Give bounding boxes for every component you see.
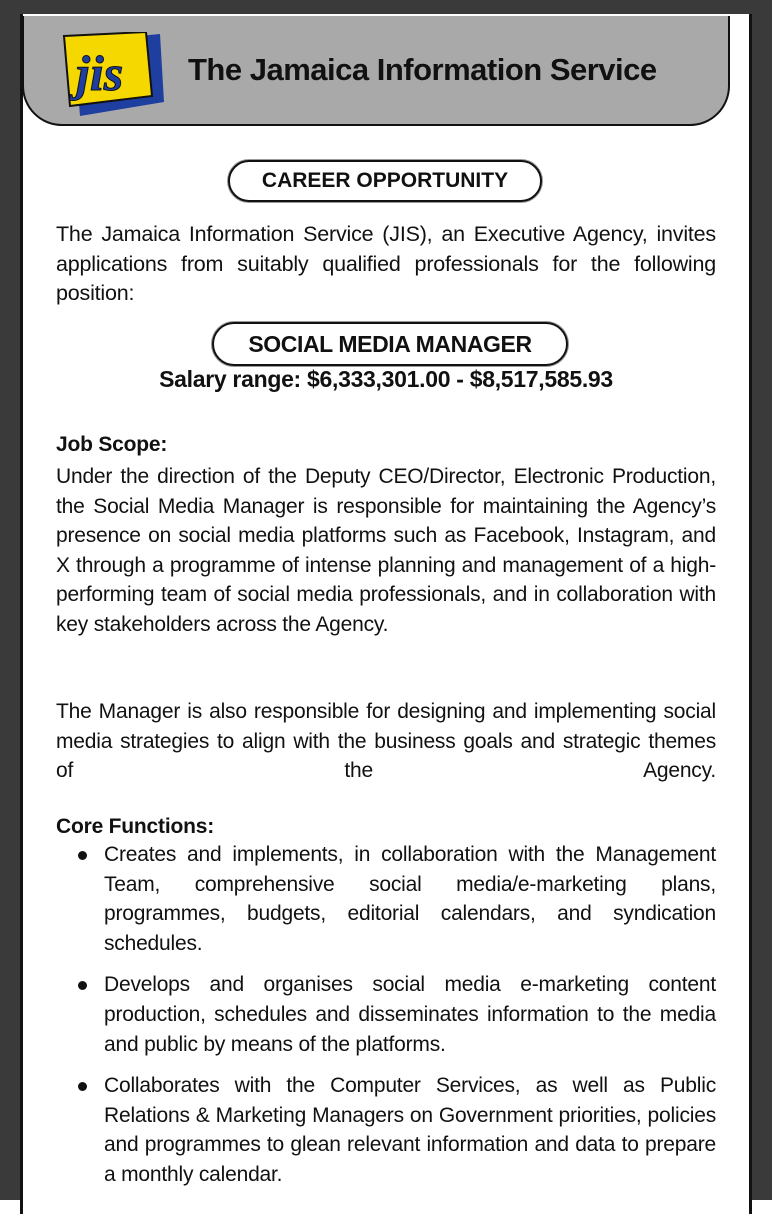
- manager-responsibility-paragraph: The Manager is also responsible for designing and implementing social media strategies to align with the business goals and strategic themes of the Agency.: [56, 700, 716, 783]
- intro-paragraph: The Jamaica Information Service (JIS), an Executive Agency, invites applications from suitably qualified professionals for the following position:: [56, 222, 716, 306]
- jis-logo: [60, 32, 168, 118]
- core-functions-list: [56, 840, 716, 1202]
- list-item: Creates and implements, in collaboration with the Management Team, comprehensive social media/e-marketing plans, programmes, budgets, editorial calendars, and syndication schedules.: [56, 840, 716, 958]
- career-opportunity-badge: CAREER OPPORTUNITY: [228, 160, 542, 202]
- salary-range: Salary range: $6,333,301.00 - $8,517,585.93: [159, 366, 613, 392]
- job-scope-heading: Job Scope:: [56, 433, 168, 456]
- job-scope-paragraph: Under the direction of the Deputy CEO/Director, Electronic Production, the Social Media Manager is responsible for maintaining the Agency’s presence on social media platforms such as Facebook, Instagram, and X through a programme of intense planning and management of a high-performing team of social media professionals, and in collaboration with key stakeholders across the Agency.: [56, 465, 716, 636]
- list-item: Collaborates with the Computer Services, as well as Public Relations & Marketing Managers on Government priorities, policies and programmes to glean relevant information and data to prepare a monthly calendar.: [56, 1071, 716, 1189]
- position-title-badge: SOCIAL MEDIA MANAGER: [212, 322, 568, 366]
- list-item: Develops and organises social media e-marketing content production, schedules and disseminates information to the media and public by means of the platforms.: [56, 970, 716, 1059]
- logo-text: jis: [76, 45, 124, 101]
- organization-name: The Jamaica Information Service: [188, 52, 657, 87]
- core-functions-heading: Core Functions:: [56, 815, 214, 838]
